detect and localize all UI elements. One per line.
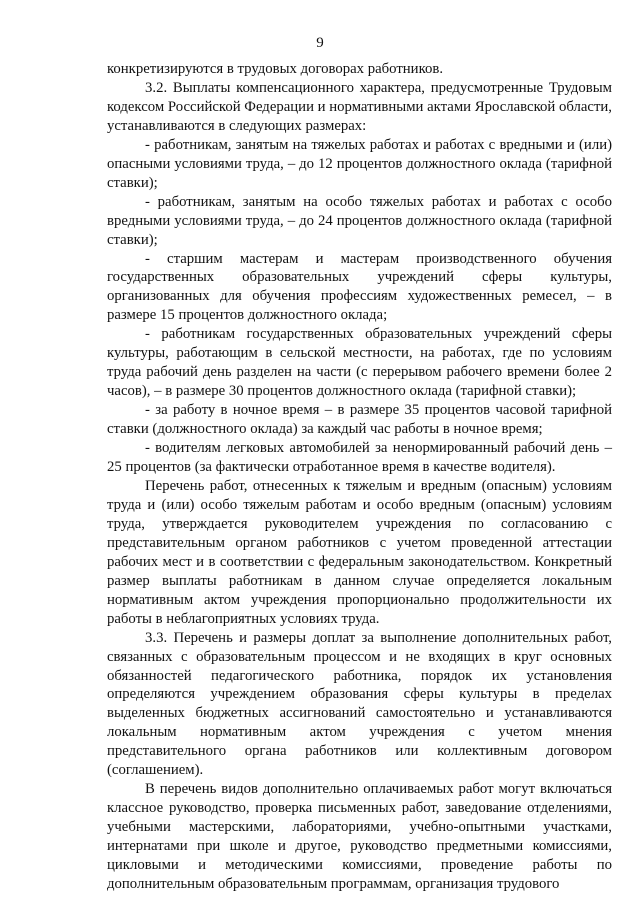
- list-item-4: - работникам государственных образовательных учреждений сферы культуры, работающим в сельской местности, на работах, где по условиям труда рабочий день разделен на части (с перерывом рабочего времени более 2 часов), – в размере 30 процентов должностного оклада (тарифной ставки);: [107, 326, 612, 400]
- paragraph-1: конкретизируются в трудовых договорах работников.: [107, 61, 444, 77]
- paragraph-5: В перечень видов дополнительно оплачиваемых работ могут включаться классное руководство, проверка письменных работ, заведование отделениями, учебными мастерскими, лабораториями, учебно-опытными участками, интернатами при школе и другое, руководство предметными комиссиями, цикловыми и методическими комиссиями, проведение работы по дополнительным образовательным программам, организация трудового: [107, 781, 612, 892]
- list-item-2: - работникам, занятым на особо тяжелых работах и работах с особо вредными условиями труда, – до 24 процентов должностного оклада (тарифной ставки);: [107, 193, 612, 248]
- list-item-6: - водителям легковых автомобилей за ненормированный рабочий день – 25 процентов (за фактически отработанное время в качестве водителя).: [107, 440, 612, 476]
- paragraph-3: Перечень работ, отнесенных к тяжелым и вредным (опасным) условиям труда и (или) особо тяжелым работам и особо вредным (опасным) условиям труда, утверждается руководителем учреждения по согласованию с представительным органом работников с учетом проведенной аттестации рабочих мест и в соответствии с федеральным законодательством. Конкретный размер выплаты работникам в данном случае определяется локальным нормативным актом учреждения пропорционально продолжительности их работы в неблагоприятных условиях труда.: [107, 477, 612, 627]
- document-body: [107, 60, 612, 894]
- paragraph-4: 3.3. Перечень и размеры доплат за выполнение дополнительных работ, связанных с образовательным процессом и не входящих в круг основных обязанностей педагогического работника, порядок их установления определяются учреждением образования сферы культуры в пределах выделенных бюджетных ассигнований самостоятельно и устанавливаются локальным нормативным актом учреждения с учетом мнения представительного органа работников или коллективным договором (соглашением).: [107, 629, 612, 779]
- list-item-3: - старшим мастерам и мастерам производственного обучения государственных образовательных учреждений сферы культуры, организованных для обучения профессиям художественных ремесел, – в размере 15 процентов должностного оклада;: [107, 250, 612, 324]
- paragraph-2: 3.2. Выплаты компенсационного характера, предусмотренные Трудовым кодексом Российской Федерации и нормативными актами Ярославской области, устанавливаются в следующих размерах:: [107, 79, 612, 134]
- list-item-1: - работникам, занятым на тяжелых работах и работах с вредными и (или) опасными условиями труда, – до 12 процентов должностного оклада (тарифной ставки);: [107, 136, 612, 191]
- list-item-5: - за работу в ночное время – в размере 35 процентов часовой тарифной ставки (должностного оклада) за каждый час работы в ночное время;: [107, 402, 612, 438]
- page-number: 9: [316, 35, 324, 51]
